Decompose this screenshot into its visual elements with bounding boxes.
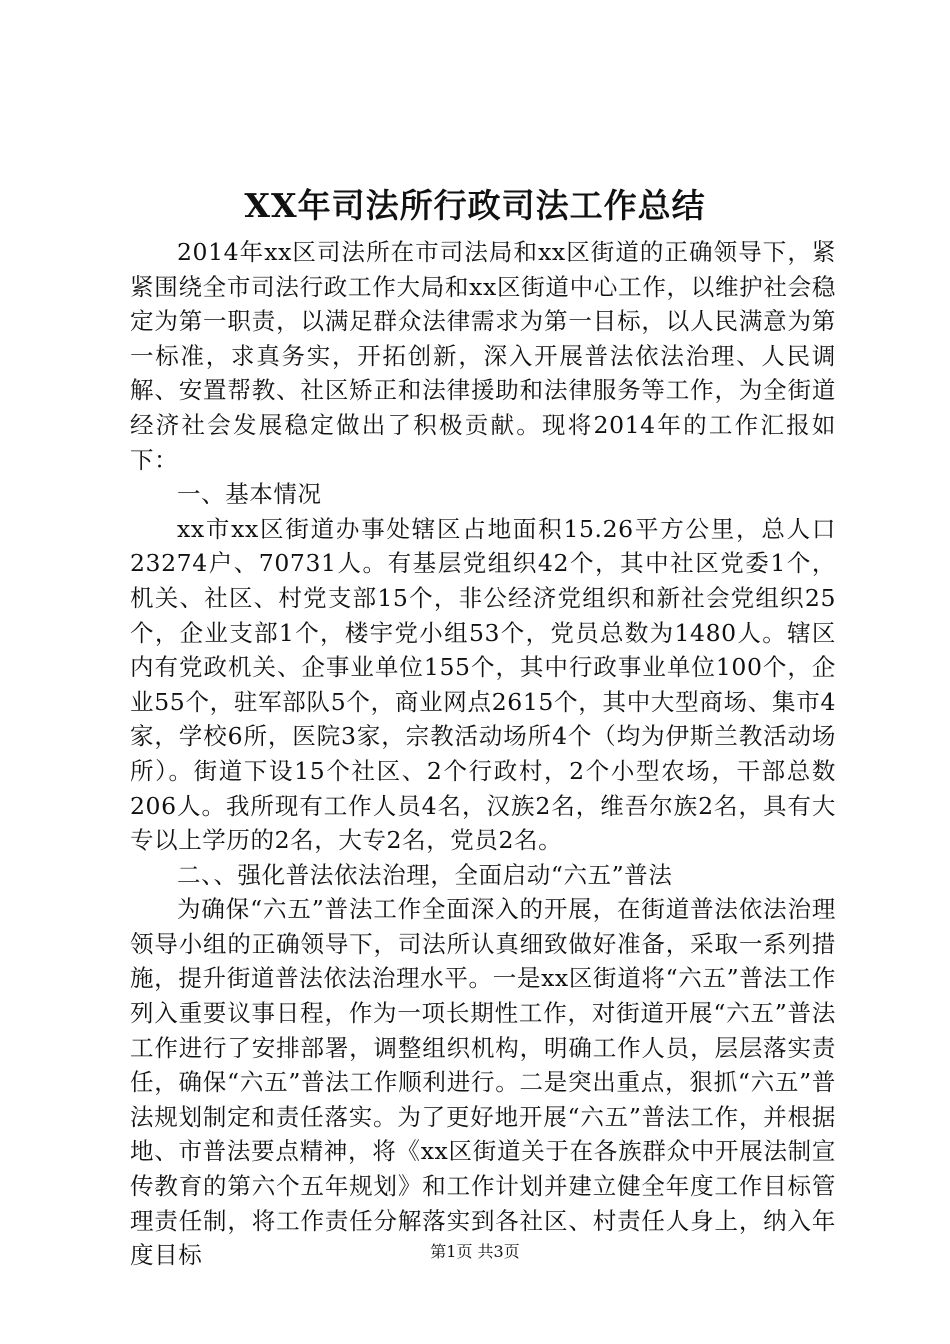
intro-paragraph: 2014年xx区司法所在市司法局和xx区街道的正确领导下，紧紧围绕全市司法行政工作大局和xx区街道中心工作，以维护社会稳定为第一职责，以满足群众法律需求为第一目标，以人民满意为第一标准，求真务实，开拓创新，深入开展普法依法治理、人民调解、安置帮教、社区矫正和法律援助和法律服务等工作，为全街道经济社会发展稳定做出了积极贡献。现将2014年的工作汇报如下：: [130, 238, 836, 474]
section-heading-basic-situation: 一、基本情况: [177, 480, 322, 509]
law-popularization-paragraph: 为确保“六五”普法工作全面深入的开展，在街道普法依法治理领导小组的正确领导下，司法所认真细致做好准备，采取一系列措施，提升街道普法依法治理水平。一是xx区街道将“六五”普法工作列入重要议事日程，作为一项长期性工作，对街道开展“六五”普法工作进行了安排部署，调整组织机构，明确工作人员，层层落实责任，确保“六五”普法工作顺利进行。二是突出重点，狠抓“六五”普法规划制定和责任落实。为了更好地开展“六五”普法工作，并根据地、市普法要点精神，将《xx区街道关于在各族群众中开展法制宣传教育的第六个五年规划》和工作计划并建立健全年度工作目标管理责任制，将工作责任分解落实到各社区、村责任人身上，纳入年度目标: [130, 895, 836, 1270]
page-footer: 第1页 共3页: [430, 1242, 520, 1261]
section-heading-law-popularization: 二、、强化普法依法治理，全面启动“六五”普法: [177, 860, 673, 889]
document-body: [130, 235, 836, 1273]
basic-situation-paragraph: xx市xx区街道办事处辖区占地面积15.26平方公里，总人口23274户、70731人。有基层党组织42个，其中社区党委1个，机关、社区、村党支部15个，非公经济党组织和新社会党组织25个，企业支部1个，楼宇党小组53个，党员总数为1480人。辖区内有党政机关、企事业单位155个，其中行政事业单位100个，企业55个，驻军部队5个，商业网点2615个，其中大型商场、集市4家，学校6所，医院3家，宗教活动场所4个（均为伊斯兰教活动场所）。街道下设15个社区、2个行政村，2个小型农场，干部总数206人。我所现有工作人员4名，汉族2名，维吾尔族2名，具有大专以上学历的2名，大专2名，党员2名。: [130, 514, 836, 855]
document-title: XX年司法所行政司法工作总结: [244, 186, 706, 225]
